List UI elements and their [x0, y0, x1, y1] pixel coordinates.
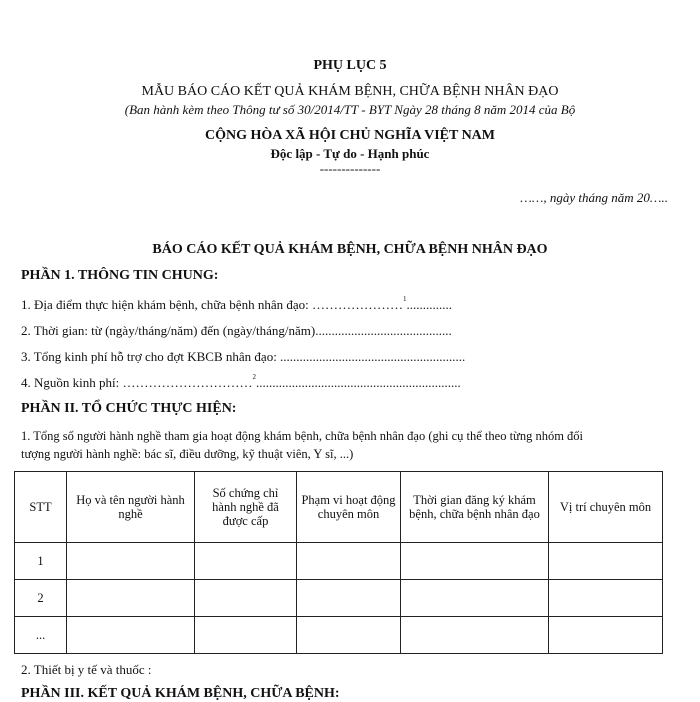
- cell-stt: 1: [15, 543, 67, 580]
- cell-scope: [297, 617, 401, 654]
- col-header-position: Vị trí chuyên môn: [549, 472, 663, 543]
- col-header-scope: Phạm vi hoạt động chuyên môn: [297, 472, 401, 543]
- personnel-table: [14, 471, 663, 654]
- part2-heading: PHẦN II. TỔ CHỨC THỰC HIỆN:: [21, 401, 237, 416]
- part1-item3: 3. Tổng kinh phí hỗ trợ cho đợt KBCB nhân đạo: .........................................................: [21, 349, 466, 364]
- cell-position: [549, 543, 663, 580]
- cell-license-number: [195, 580, 297, 617]
- cell-license-number: [195, 617, 297, 654]
- report-title: BÁO CÁO KẾT QUẢ KHÁM BỆNH, CHỮA BỆNH NHÂN ĐẠO: [152, 242, 548, 257]
- part2-item1-line2: tượng người hành nghề: bác sĩ, điều dưỡng, kỹ thuật viên, Y sĩ, ...): [21, 447, 354, 461]
- part1-item4-tail: ...............................................................: [255, 375, 461, 390]
- appendix-title: PHỤ LỤC 5: [313, 58, 387, 73]
- cell-practitioner-name: [67, 617, 195, 654]
- col-header-registration-time: Thời gian đăng ký khám bệnh, chữa bệnh nhân đạo: [401, 472, 549, 543]
- cell-scope: [297, 580, 401, 617]
- col-header-practitioner-name: Họ và tên người hành nghề: [67, 472, 195, 543]
- header-divider: --------------: [319, 161, 381, 176]
- part1-item1: [21, 297, 452, 313]
- cell-position: [549, 617, 663, 654]
- footnote-ref-2: 2: [252, 373, 256, 381]
- col-header-license-number: Số chứng chỉ hành nghề đã được cấp: [195, 472, 297, 543]
- table-row: [15, 580, 663, 617]
- cell-position: [549, 580, 663, 617]
- part1-item2: 2. Thời gian: từ (ngày/tháng/năm) đến (ngày/tháng/năm)..........................................: [21, 323, 452, 338]
- cell-registration-time: [401, 580, 549, 617]
- part1-heading: PHẦN 1. THÔNG TIN CHUNG:: [21, 268, 219, 283]
- col-header-stt: STT: [15, 472, 67, 543]
- part1-item1-text: 1. Địa điểm thực hiện khám bệnh, chữa bệnh nhân đạo: …………………: [21, 297, 403, 312]
- cell-registration-time: [401, 543, 549, 580]
- footnote-ref-1: 1: [402, 295, 407, 303]
- motto: Độc lập - Tự do - Hạnh phúc: [270, 146, 430, 161]
- date-line: ……, ngày tháng năm 20…..: [520, 190, 668, 205]
- table-row: [15, 617, 663, 654]
- cell-license-number: [195, 543, 297, 580]
- cell-practitioner-name: [67, 580, 195, 617]
- part1-item4: [21, 375, 461, 391]
- part3-heading: PHẦN III. KẾT QUẢ KHÁM BỆNH, CHỮA BỆNH:: [21, 686, 340, 701]
- part1-item4-text: 4. Nguồn kinh phí: …………………………: [21, 375, 253, 390]
- part2-item1-line1: 1. Tổng số người hành nghề tham gia hoạt động khám bệnh, chữa bệnh nhân đạo (ghi cụ thể theo từng nhóm đối: [21, 429, 584, 443]
- part1-item1-tail: ..............: [406, 297, 452, 312]
- country-name: CỘNG HÒA XÃ HỘI CHỦ NGHĨA VIỆT NAM: [204, 128, 495, 143]
- form-title: MẪU BÁO CÁO KẾT QUẢ KHÁM BỆNH, CHỮA BỆNH NHÂN ĐẠO: [141, 84, 559, 99]
- table-row: [15, 543, 663, 580]
- cell-practitioner-name: [67, 543, 195, 580]
- cell-stt: ...: [15, 617, 67, 654]
- cell-stt: 2: [15, 580, 67, 617]
- part2-item2: 2. Thiết bị y tế và thuốc :: [21, 662, 152, 677]
- cell-registration-time: [401, 617, 549, 654]
- cell-scope: [297, 543, 401, 580]
- issued-note: (Ban hành kèm theo Thông tư số 30/2014/TT - BYT Ngày 28 tháng 8 năm 2014 của Bộ: [124, 102, 576, 117]
- table-header-row: [15, 472, 663, 543]
